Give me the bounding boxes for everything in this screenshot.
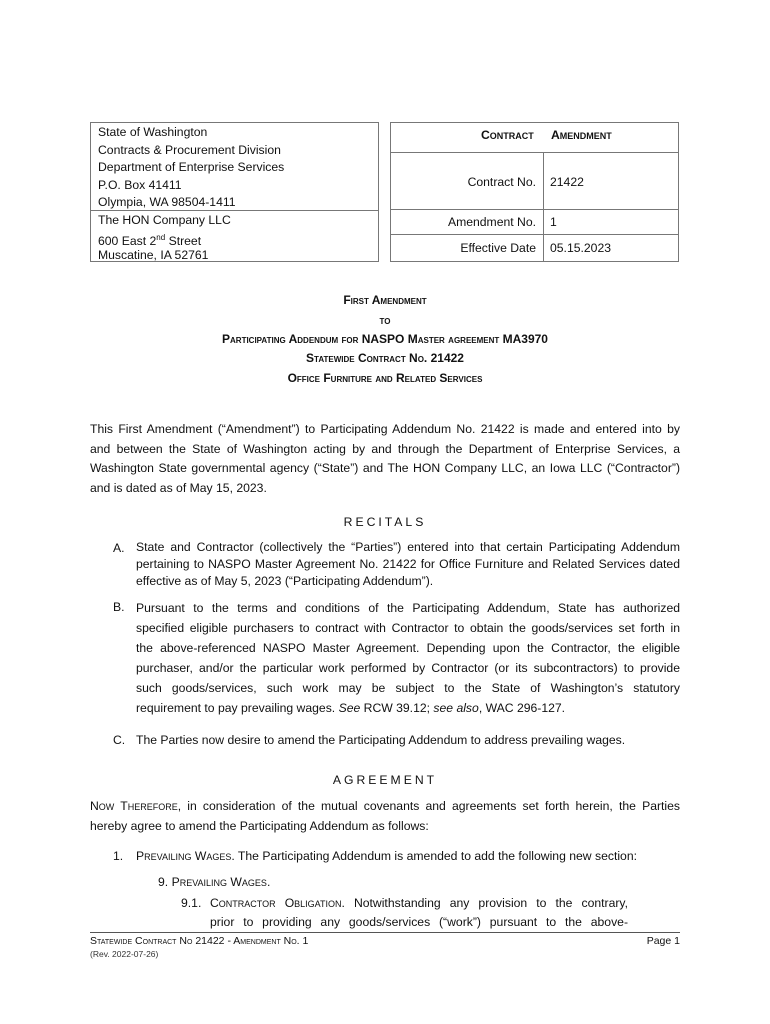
intro-line: This First Amendment (“Amendment”) to Participating Addendum No. 21422 is made and entered into by [90, 422, 680, 436]
recital-b-label: B. [113, 600, 125, 614]
street-number: 600 East 2 [98, 234, 157, 249]
amendment-no-value: 1 [550, 215, 557, 229]
contractor-line: Muscatine, IA 52761 [98, 247, 209, 262]
recital-line: State and Contractor (collectively the “Parties”) entered into that certain Participating Addendum [136, 540, 680, 554]
recital-c-label: C. [113, 733, 126, 747]
table-header-amendment: Amendment [551, 128, 612, 142]
recital-line: specified eligible purchasers to contract with Contractor to obtain the goods/services set forth in [136, 621, 680, 635]
agreement-line [90, 797, 680, 817]
recital-wac: , WAC 296-127. [478, 701, 566, 715]
address-block [90, 122, 379, 262]
item-1-body: . The Participating Addendum is amended to add the following new section: [231, 849, 637, 863]
intro-paragraph [90, 420, 680, 498]
effective-date-value: 05.15.2023 [550, 241, 611, 255]
item-1-text [136, 849, 637, 863]
recital-b [136, 598, 680, 718]
table-header-contract: Contract [481, 128, 534, 142]
page-number: Page 1 [646, 935, 680, 947]
table-rule [391, 209, 678, 210]
address-line: Department of Enterprise Services [98, 160, 285, 174]
recital-rcw: RCW 39.12; [360, 701, 434, 715]
address-line: Contracts & Procurement Division [98, 142, 281, 157]
agreement-text: , in consideration of the mutual covenants and agreements set forth herein, the Parties [177, 799, 680, 813]
section-9-title: Prevailing Wages [171, 875, 267, 889]
intro-line: and between the State of Washington acting by and through the Department of Enterprise Services, a [90, 441, 680, 456]
recital-line: purchaser, and/or the particular work performed by Contractor (or its subcontractors) to provide [136, 661, 680, 675]
contract-no-value: 21422 [550, 175, 584, 189]
revision-date: (Rev. 2022-07-26) [90, 949, 159, 959]
title-subject: Office Furniture and Related Services [287, 371, 483, 385]
agreement-intro [90, 797, 680, 836]
title-addendum: Participating Addendum for NASPO Master agreement MA3970 [222, 332, 548, 346]
contract-no-label: Contract No. [467, 175, 536, 189]
footer-rule [90, 932, 680, 933]
table-rule [391, 152, 678, 153]
recital-line: the above-referenced NASPO Master Agreement. Depending upon the Contractor, the eligible [136, 641, 680, 655]
street-sup: nd [156, 233, 166, 242]
section-9-1-label: 9.1. [181, 896, 202, 910]
footer-contract: Statewide Contract No 21422 - Amendment No. 1 [90, 935, 309, 947]
table-column-rule [543, 152, 544, 261]
item-1-title: Prevailing Wages [136, 849, 232, 863]
section-9-label: 9. [158, 875, 169, 889]
contractor-line: The HON Company LLC [98, 212, 231, 227]
recital-line: The Parties now desire to amend the Participating Addendum to address prevailing wages. [136, 733, 626, 747]
address-line: Olympia, WA 98504-1411 [98, 195, 236, 209]
recital-a-label: A. [113, 541, 125, 555]
recital-line-last [136, 698, 680, 718]
contract-amendment-table [390, 122, 679, 262]
recital-line: such goods/services, such work may be subject to the State of Washington’s statutory [136, 681, 680, 695]
recital-see: See [338, 701, 361, 715]
address-line: State of Washington [98, 125, 208, 139]
intro-line: Washington State governmental agency (“State”) and The HON Company LLC, an Iowa LLC (“Contractor”) [90, 461, 680, 475]
recital-c [136, 731, 680, 751]
address-line: P.O. Box 41411 [98, 177, 182, 192]
recital-see-also: see also [433, 701, 479, 715]
item-1-label: 1. [113, 849, 124, 863]
section-9-dot: . [266, 875, 271, 889]
effective-date-label: Effective Date [460, 241, 536, 255]
agreement-line: hereby agree to amend the Participating Addendum as follows: [90, 818, 429, 833]
section-9-1-line: prior to providing any goods/services (“work”) pursuant to the above- [210, 915, 628, 929]
section-9-1 [210, 894, 628, 932]
recital-a [136, 539, 680, 590]
table-rule [391, 234, 678, 235]
section-9-1-title: Contractor Obligation [210, 896, 342, 910]
recital-line: effective as of May 5, 2023 (“Participating Addendum”). [136, 574, 434, 588]
recital-line: pertaining to NASPO Master Agreement No. 21422 for Office Furniture and Related Services dated [136, 557, 680, 571]
agreement-heading: AGREEMENT [332, 773, 438, 787]
amendment-no-label: Amendment No. [447, 215, 536, 229]
document-title: First Amendment [343, 293, 427, 307]
recitals-heading: RECITALS [343, 515, 427, 529]
section-9-1-text: . Notwithstanding any provision to the contrary, [341, 896, 628, 910]
recital-text: requirement to pay prevailing wages. [136, 701, 339, 715]
title-contract: Statewide Contract No. 21422 [306, 351, 464, 365]
intro-line: and is dated as of May 15, 2023. [90, 480, 267, 495]
recital-line: Pursuant to the terms and conditions of the Participating Addendum, State has authorized [136, 601, 680, 615]
section-9-1-line [210, 894, 628, 913]
street-suffix: Street [165, 234, 202, 249]
now-therefore: Now Therefore [90, 799, 178, 813]
title-to: to [379, 313, 391, 327]
section-9 [158, 875, 270, 889]
